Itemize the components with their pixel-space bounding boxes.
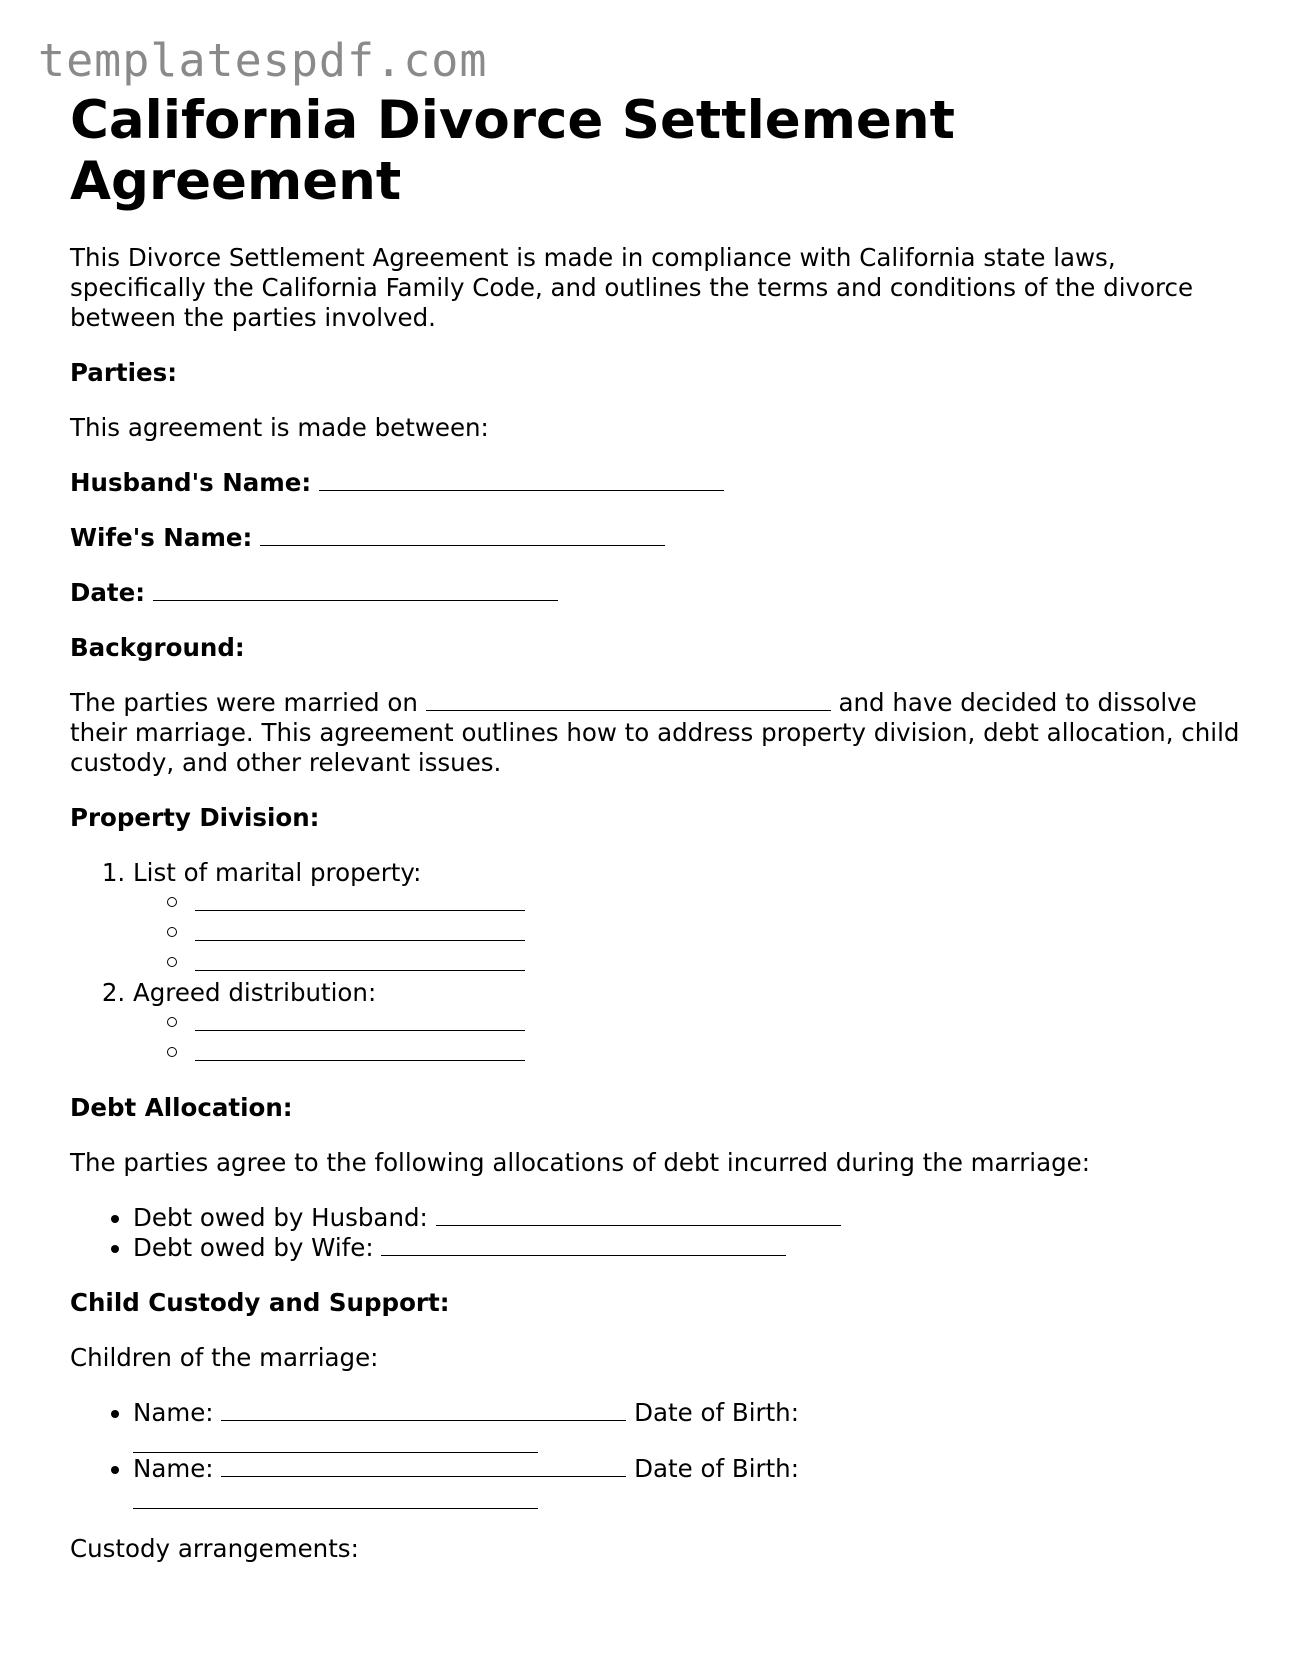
child-1-name-field[interactable] — [221, 1398, 626, 1421]
property-item-1-label: List of marital property: — [133, 858, 422, 887]
distribution-field-1[interactable] — [195, 1008, 525, 1031]
child-2-dob-field[interactable] — [133, 1484, 538, 1509]
custody-arrangements-label: Custody arrangements: — [70, 1534, 359, 1563]
list-item — [133, 1203, 1240, 1233]
child-1-name-label: Name: — [133, 1398, 214, 1427]
background-paragraph — [70, 688, 1240, 778]
date-field[interactable] — [153, 578, 558, 601]
husband-debt-field[interactable] — [436, 1203, 841, 1226]
property-list — [70, 858, 1240, 1068]
wife-debt-label: Debt owed by Wife: — [133, 1233, 374, 1262]
debt-heading: Debt Allocation: — [70, 1093, 293, 1122]
list-item — [195, 888, 1240, 918]
children-list — [70, 1398, 1240, 1509]
child-1-dob-label: Date of Birth: — [634, 1398, 799, 1427]
marital-property-field-3[interactable] — [195, 948, 525, 971]
list-item — [133, 978, 1240, 1068]
parties-heading: Parties: — [70, 358, 178, 387]
husband-debt-label: Debt owed by Husband: — [133, 1203, 428, 1232]
marital-property-field-2[interactable] — [195, 918, 525, 941]
property-item-2-label: Agreed distribution: — [133, 978, 377, 1007]
debt-list — [70, 1203, 1240, 1263]
date-row — [70, 578, 1240, 608]
list-item — [133, 1454, 1240, 1509]
date-label: Date: — [70, 578, 145, 607]
marriage-date-field[interactable] — [426, 688, 831, 711]
watermark: templatespdf.com — [38, 34, 488, 87]
list-item — [195, 1038, 1240, 1068]
child-2-dob-label: Date of Birth: — [634, 1454, 799, 1483]
debt-lead: The parties agree to the following allocations of debt incurred during the marriage: — [70, 1148, 1090, 1177]
child-1-dob-field[interactable] — [133, 1428, 538, 1453]
list-item — [195, 1008, 1240, 1038]
list-item — [195, 948, 1240, 978]
wife-name-row — [70, 523, 1240, 553]
distribution-list — [133, 1008, 1240, 1068]
custody-lead: Children of the marriage: — [70, 1343, 379, 1372]
wife-debt-field[interactable] — [381, 1233, 786, 1256]
background-heading: Background: — [70, 633, 245, 662]
list-item — [133, 1233, 1240, 1263]
husband-name-field[interactable] — [319, 468, 724, 491]
document-body — [70, 243, 1240, 1589]
custody-heading: Child Custody and Support: — [70, 1288, 450, 1317]
wife-name-field[interactable] — [260, 523, 665, 546]
distribution-field-2[interactable] — [195, 1038, 525, 1061]
marital-property-field-1[interactable] — [195, 888, 525, 911]
background-text-before: The parties were married on — [70, 688, 418, 717]
intro-paragraph: This Divorce Settlement Agreement is made in compliance with California state laws, specifically the California Family Code, and outlines the terms and conditions of the divorce between the parties involved. — [70, 243, 1194, 332]
husband-name-row — [70, 468, 1240, 498]
document-title: California Divorce Settlement Agreement — [70, 90, 955, 212]
list-item — [133, 858, 1240, 978]
list-item — [133, 1398, 1240, 1453]
wife-name-label: Wife's Name: — [70, 523, 253, 552]
child-2-name-label: Name: — [133, 1454, 214, 1483]
marital-property-list — [133, 888, 1240, 978]
property-heading: Property Division: — [70, 803, 320, 832]
child-2-name-field[interactable] — [221, 1454, 626, 1477]
husband-name-label: Husband's Name: — [70, 468, 312, 497]
parties-lead: This agreement is made between: — [70, 413, 489, 442]
background-text-after: and have decided to dissolve their marriage. This agreement outlines how to address property division, debt allocation, child custody, and other relevant issues. — [70, 688, 1240, 777]
list-item — [195, 918, 1240, 948]
